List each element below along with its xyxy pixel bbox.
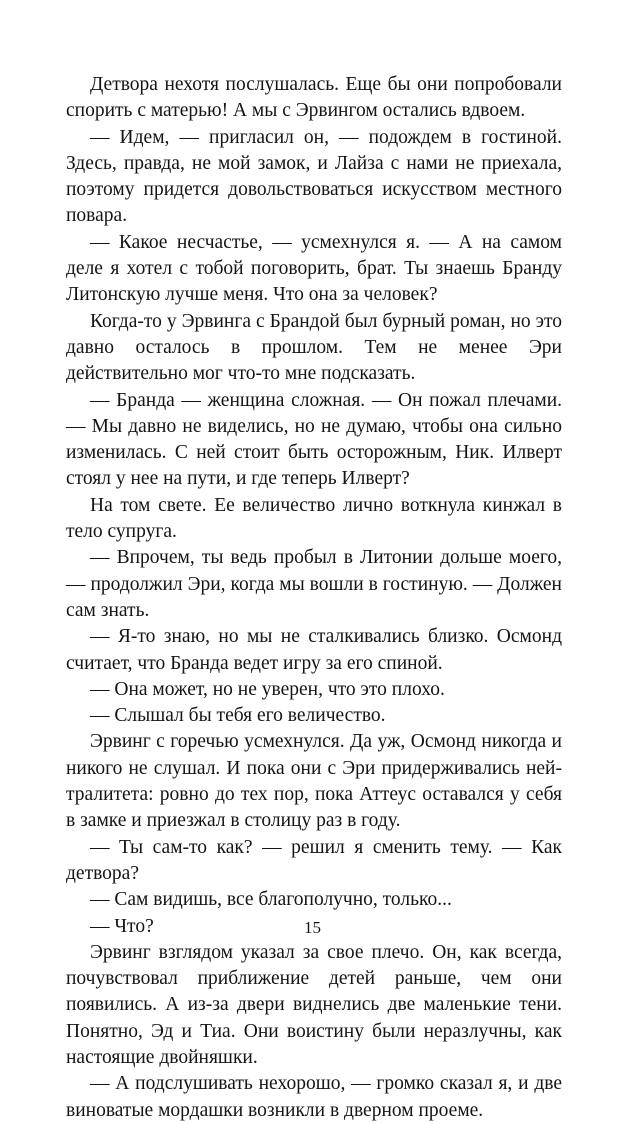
paragraph: Когда-то у Эрвинга с Брандой был бурный роман, но это давно осталось в прошлом. Тем не менее Эри действительно мог что-то мне подсказать. (66, 310, 562, 385)
paragraph: Детвора нехотя послушалась. Еще бы они попробовали спорить с матерью! А мы с Эрвингом остались вдвоем. (66, 74, 562, 122)
paragraph: — Что? (90, 915, 154, 937)
paragraph: — Впрочем, ты ведь пробыл в Литонии дольше моего, — продолжил Эри, когда мы вошли в гостиную. — Должен сам знать. (66, 547, 562, 621)
paragraph: Эрвинг взглядом указал за свое плечо. Он, как всегда, почувствовал приближение детей раньше, чем они появились. А из-за двери виднелись две маленькие тени. Понятно, Эд и Тиа. Они воистину были неразлучны, как настоящие двойняшки. (66, 941, 562, 1068)
paragraph: — Ты сам-то как? — решил я сменить тему. — Как детвора? (66, 836, 562, 884)
paragraph: Эрвинг с горечью усмехнулся. Да уж, Осмонд никогда и никого не слушал. И пока они с Эри придерживались нейтралитета: ровно до тех пор, пока Аттеус оставался у себя в замке и приезжал в столицу раз в году. (66, 731, 562, 832)
paragraph: — Сам видишь, все благополучно, только... (90, 889, 452, 911)
paragraph: — Слышал бы тебя его величество. (90, 705, 386, 727)
body-text (66, 72, 562, 1124)
paragraph: — Идем, — пригласил он, — подождем в гостиной. Здесь, правда, не мой замок, и Лайза с нами не приехала, поэтому придется довольствоваться искусством местного повара. (66, 126, 562, 227)
paragraph: — А подслушивать нехорошо, — громко сказал я, и две виноватые мордашки возникли в дверном проеме. (66, 1073, 562, 1121)
paragraph: — Она может, но не уверен, что это плохо. (90, 678, 445, 700)
paragraph: — Какое несчастье, — усмехнулся я. — А на самом деле я хотел с тобой поговорить, брат. Ты знаешь Бранду Литонскую лучше меня. Что она за человек? (66, 231, 562, 306)
paragraph: — Я-то знаю, но мы не сталкивались близко. Осмонд считает, что Бранда ведет игру за его спиной. (66, 626, 562, 674)
paragraph: На том свете. Ее величество лично воткнула кинжал в тело супруга. (66, 494, 562, 543)
paragraph: — Бранда — женщина сложная. — Он пожал плечами. — Мы давно не виделись, но не думаю, чтобы она сильно изменилась. С ней стоит быть осторожным, Ник. Илверт стоял у нее на пути, и где теперь Илверт? (66, 389, 562, 490)
page-number: 15 (304, 918, 321, 937)
